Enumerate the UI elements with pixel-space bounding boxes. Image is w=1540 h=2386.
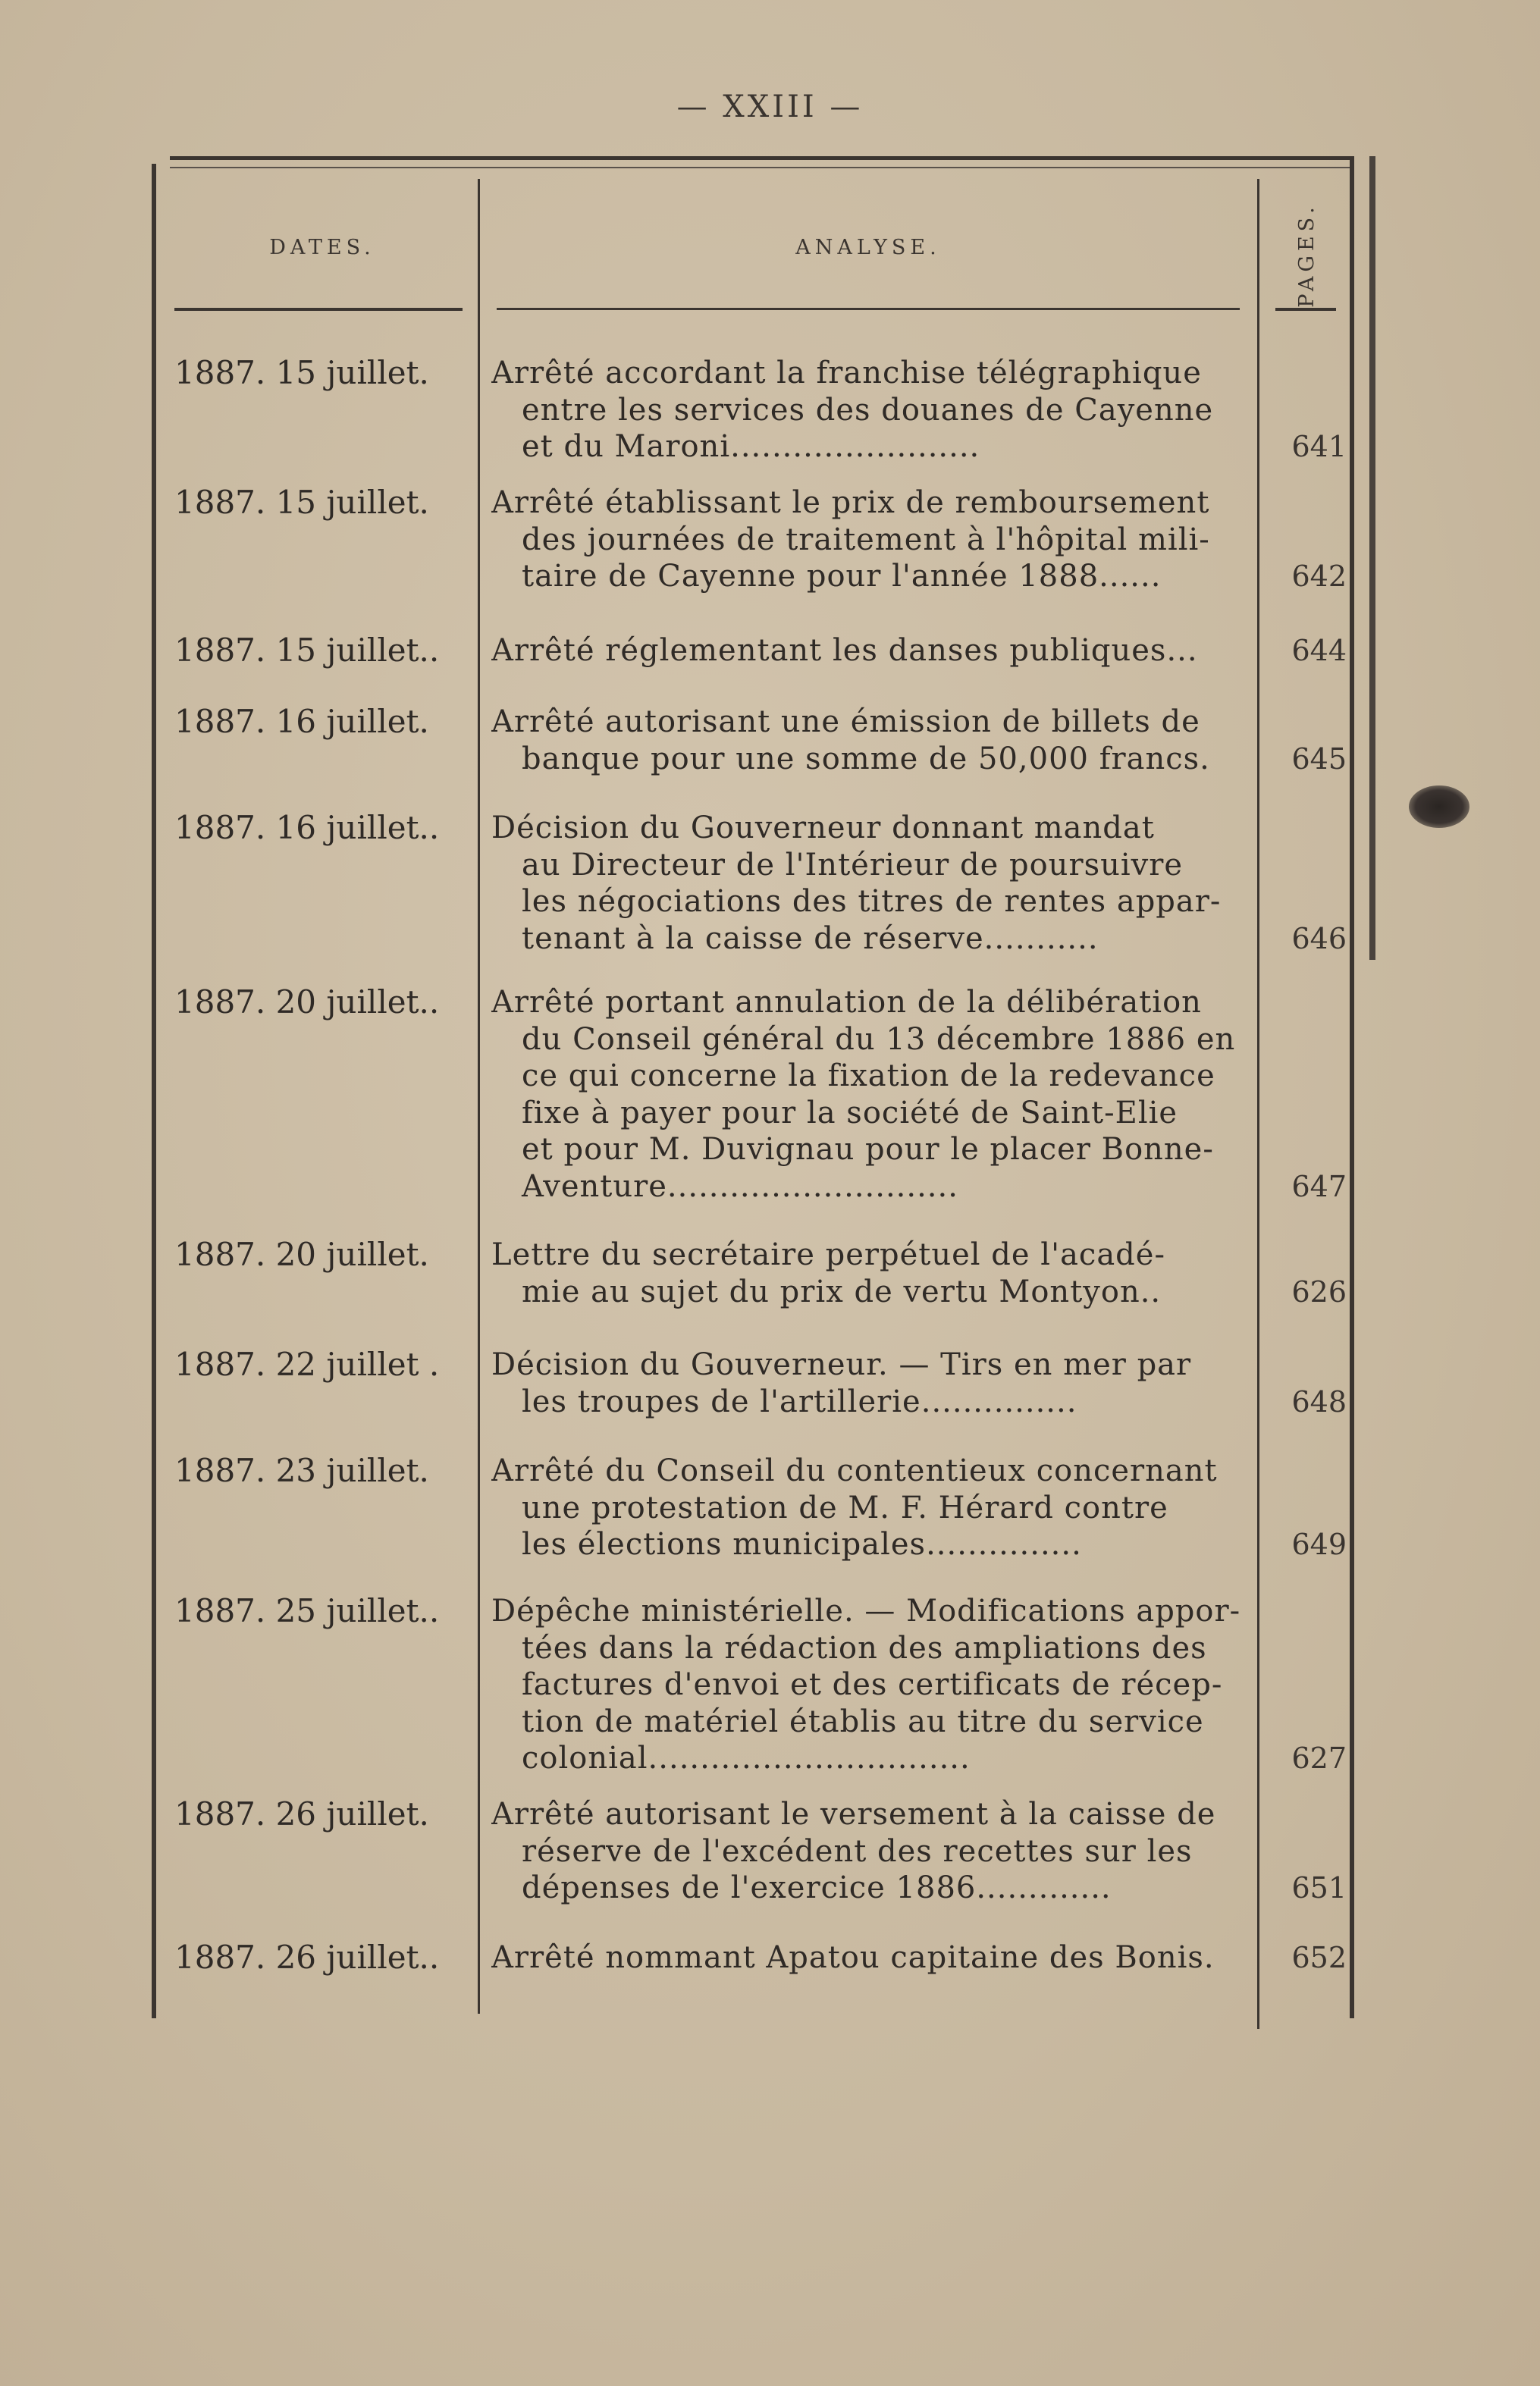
entry-analysis: [491, 1237, 1250, 1310]
analysis-line: mie au sujet du prix de vertu Montyon..: [522, 1274, 1162, 1309]
entry-page-number: 645: [1291, 742, 1347, 776]
entry-analysis: [491, 1593, 1250, 1777]
entry-page-number: 646: [1291, 921, 1347, 955]
entry-analysis: [491, 1939, 1250, 1977]
analysis-line: Arrêté portant annulation de la délibération: [491, 985, 1202, 1020]
analysis-line: des journées de traitement à l'hôpital mili-: [522, 522, 1210, 557]
index-table: [152, 156, 1357, 2018]
entry-analysis: [491, 1796, 1250, 1907]
analysis-line: ce qui concerne la fixation de la redevance: [522, 1058, 1215, 1093]
entry-date: 1887. 23 juillet.: [174, 1452, 429, 1489]
analysis-line: fixe à payer pour la société de Saint-Elie: [522, 1095, 1178, 1130]
analysis-line: taire de Cayenne pour l'année 1888......: [522, 559, 1162, 594]
header-rule-dates: [174, 308, 463, 311]
entry-analysis: [491, 1347, 1250, 1420]
entry-analysis: [491, 1453, 1250, 1563]
analysis-line: Arrêté établissant le prix de remboursement: [491, 485, 1210, 520]
entry-page-number: 627: [1291, 1742, 1347, 1775]
analysis-line: Arrêté accordant la franchise télégraphique: [491, 356, 1202, 390]
analysis-line: Décision du Gouverneur. — Tirs en mer par: [491, 1347, 1192, 1382]
analysis-line: tenant à la caisse de réserve...........: [522, 920, 1099, 956]
ink-blot: [1409, 785, 1469, 828]
analysis-line: Décision du Gouverneur donnant mandat: [491, 810, 1155, 845]
entry-date: 1887. 16 juillet..: [174, 809, 440, 846]
table-top-rule: [170, 156, 1354, 160]
page-folio: — XXIII —: [676, 89, 864, 124]
entry-analysis: [491, 810, 1250, 957]
header-dates: DATES.: [269, 235, 375, 259]
analysis-line: banque pour une somme de 50,000 francs.: [522, 741, 1210, 776]
analysis-line: du Conseil général du 13 décembre 1886 en: [522, 1021, 1236, 1057]
entry-date: 1887. 15 juillet..: [174, 632, 440, 669]
analysis-line: colonial...............................: [522, 1741, 971, 1776]
entry-date: 1887. 20 juillet..: [174, 983, 440, 1021]
analysis-line: Lettre du secrétaire perpétuel de l'acadé-: [491, 1237, 1165, 1272]
entry-date: 1887. 22 juillet .: [174, 1346, 440, 1383]
entry-page-number: 642: [1291, 560, 1347, 593]
analysis-line: une protestation de M. F. Hérard contre: [522, 1490, 1168, 1525]
analysis-line: réserve de l'excédent des recettes sur les: [522, 1833, 1193, 1869]
analysis-line: et pour M. Duvignau pour le placer Bonne-: [522, 1132, 1214, 1167]
header-rule-analyse: [497, 308, 1240, 310]
header-analyse: ANALYSE.: [795, 235, 941, 259]
entry-analysis: [491, 704, 1250, 777]
entry-analysis: [491, 355, 1250, 466]
analysis-line: les élections municipales...............: [522, 1527, 1082, 1562]
analysis-line: Arrêté nommant Apatou capitaine des Bonis.: [491, 1940, 1215, 1975]
analysis-line: les négociations des titres de rentes appar-: [522, 884, 1222, 919]
entry-date: 1887. 15 juillet.: [174, 354, 429, 391]
analysis-line: dépenses de l'exercice 1886.............: [522, 1870, 1112, 1905]
entry-analysis: [491, 632, 1250, 669]
analysis-line: factures d'envoi et des certificats de récep-: [522, 1667, 1223, 1702]
header-pages-label: PAGES.: [1294, 202, 1319, 308]
entry-page-number: 647: [1291, 1169, 1347, 1203]
binding-edge: [1369, 156, 1375, 960]
table-left-border: [152, 164, 156, 2018]
analysis-line: et du Maroni........................: [522, 429, 980, 464]
analysis-line: Arrêté autorisant une émission de billets de: [491, 704, 1200, 739]
entry-analysis: [491, 984, 1250, 1205]
analysis-line: Arrêté du Conseil du contentieux concernant: [491, 1453, 1218, 1488]
analysis-line: au Directeur de l'Intérieur de poursuivre: [522, 847, 1184, 883]
analysis-line: Arrêté réglementant les danses publiques...: [491, 633, 1198, 668]
dates-column-divider: [478, 179, 480, 2014]
entry-date: 1887. 26 juillet.: [174, 1795, 429, 1833]
entry-page-number: 651: [1291, 1871, 1347, 1905]
analysis-line: tion de matériel établis au titre du service: [522, 1704, 1204, 1739]
entry-page-number: 649: [1291, 1528, 1347, 1561]
entry-page-number: 644: [1291, 634, 1347, 667]
entry-date: 1887. 20 juillet.: [174, 1236, 429, 1273]
entry-page-number: 626: [1291, 1275, 1347, 1309]
analysis-line: Arrêté autorisant le versement à la caisse de: [491, 1797, 1216, 1832]
entry-page-number: 641: [1291, 430, 1347, 463]
table-top-rule-thin: [170, 167, 1354, 168]
entry-page-number: 648: [1291, 1384, 1347, 1419]
analysis-line: entre les services des douanes de Cayenne: [522, 392, 1214, 428]
analysis-line: Aventure............................: [522, 1168, 958, 1204]
entry-analysis: [491, 484, 1250, 595]
analysis-line: tées dans la rédaction des ampliations des: [522, 1630, 1207, 1666]
pages-column-divider: [1257, 179, 1259, 2029]
analysis-line: Dépêche ministérielle. — Modifications appor-: [491, 1594, 1241, 1629]
analysis-line: les troupes de l'artillerie...............: [522, 1384, 1077, 1419]
entry-date: 1887. 25 juillet..: [174, 1592, 440, 1629]
entry-date: 1887. 26 juillet..: [174, 1939, 440, 1976]
entry-date: 1887. 16 juillet.: [174, 703, 429, 740]
entry-page-number: 652: [1291, 1941, 1347, 1974]
header-rule-pages: [1275, 308, 1336, 311]
entry-date: 1887. 15 juillet.: [174, 484, 429, 521]
